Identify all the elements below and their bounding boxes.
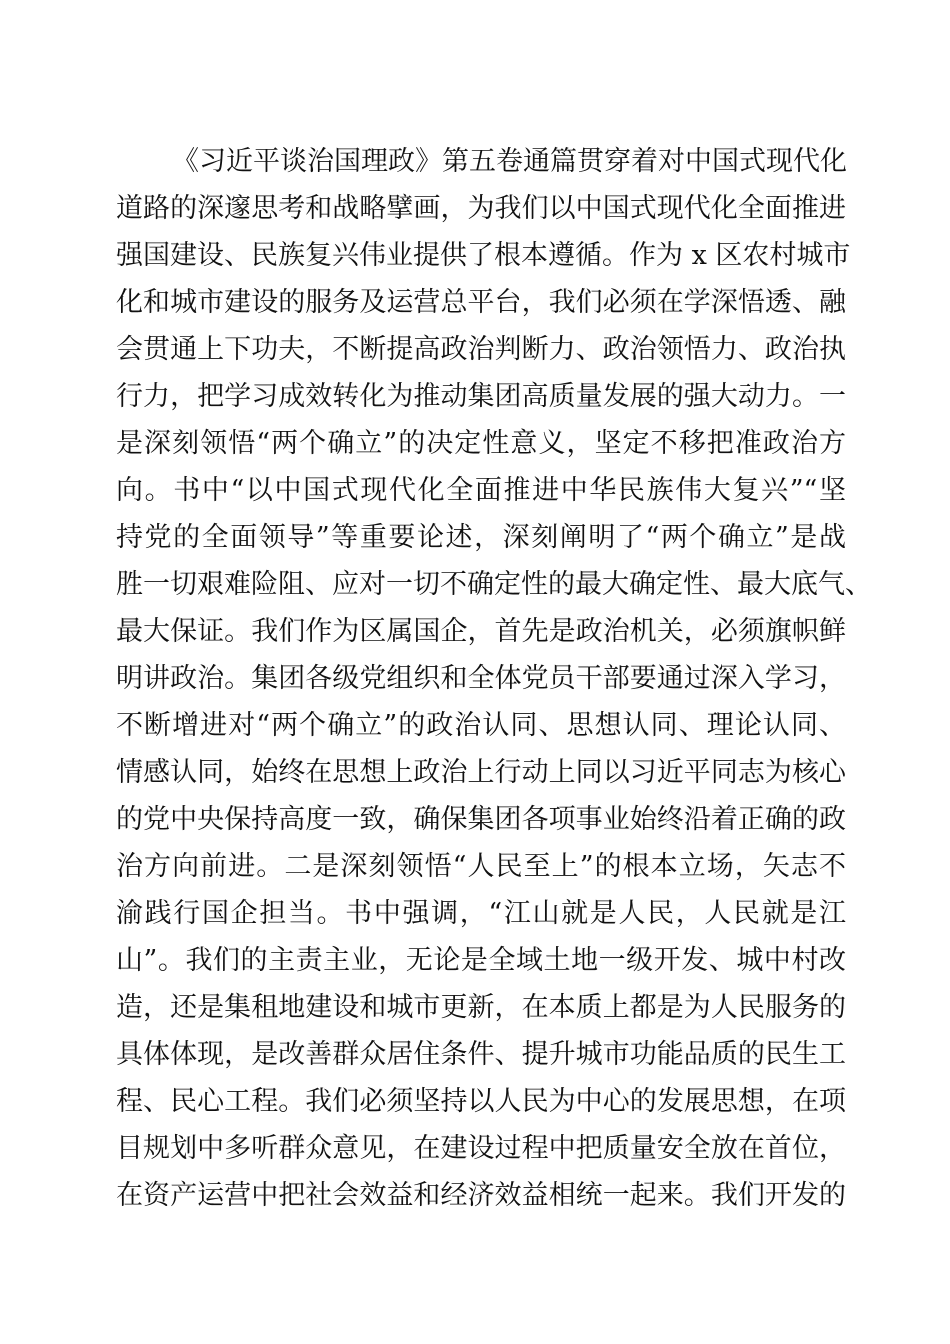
text-line-21: 程、民心工程。我们必须坚持以人民为中心的发展思想，在项 [116,1086,846,1117]
text-line-9: 持党的全面领导”等重要论述，深刻阐明了“两个确立”是战 [116,522,846,553]
text-line-4: 化和城市建设的服务及运营总平台，我们必须在学深悟透、融 [116,287,846,318]
text-line-7: 是深刻领悟“两个确立”的决定性意义，坚定不移把准政治方 [116,428,846,459]
text-line-16: 治方向前进。二是深刻领悟“人民至上”的根本立场，矢志不 [116,851,846,882]
text-line-8: 向。书中“以中国式现代化全面推进中华民族伟大复兴”“坚 [116,475,846,506]
text-line-17: 渝践行国企担当。书中强调，“江山就是人民，人民就是江 [116,898,846,929]
text-line-13: 不断增进对“两个确立”的政治认同、思想认同、理论认同、 [116,710,846,741]
text-line-10: 胜一切艰难险阻、应对一切不确定性的最大确定性、最大底气、 [116,569,872,600]
text-line-6: 行力，把学习成效转化为推动集团高质量发展的强大动力。一 [116,381,846,412]
text-line-23: 在资产运营中把社会效益和经济效益相统一起来。我们开发的 [116,1180,846,1211]
text-line-1: 《习近平谈治国理政》第五卷通篇贯穿着对中国式现代化 [172,146,847,177]
text-line-5: 会贯通上下功夫，不断提高政治判断力、政治领悟力、政治执 [116,334,846,365]
text-line-3: 强国建设、民族复兴伟业提供了根本遵循。作为 x 区农村城市 [116,240,851,271]
text-line-11: 最大保证。我们作为区属国企，首先是政治机关，必须旗帜鲜 [116,616,846,647]
text-line-15: 的党中央保持高度一致，确保集团各项事业始终沿着正确的政 [116,804,846,835]
text-line-22: 目规划中多听群众意见，在建设过程中把质量安全放在首位， [116,1133,846,1164]
text-line-14: 情感认同，始终在思想上政治上行动上同以习近平同志为核心 [116,757,846,788]
text-line-2: 道路的深邃思考和战略擘画，为我们以中国式现代化全面推进 [116,193,846,224]
text-line-20: 具体体现，是改善群众居住条件、提升城市功能品质的民生工 [116,1039,846,1070]
text-line-19: 造，还是集租地建设和城市更新，在本质上都是为人民服务的 [116,992,846,1023]
text-line-18: 山”。我们的主责主业，无论是全域土地一级开发、城中村改 [116,945,846,976]
body-paragraph [116,138,872,1219]
text-line-12: 明讲政治。集团各级党组织和全体党员干部要通过深入学习， [116,663,846,694]
